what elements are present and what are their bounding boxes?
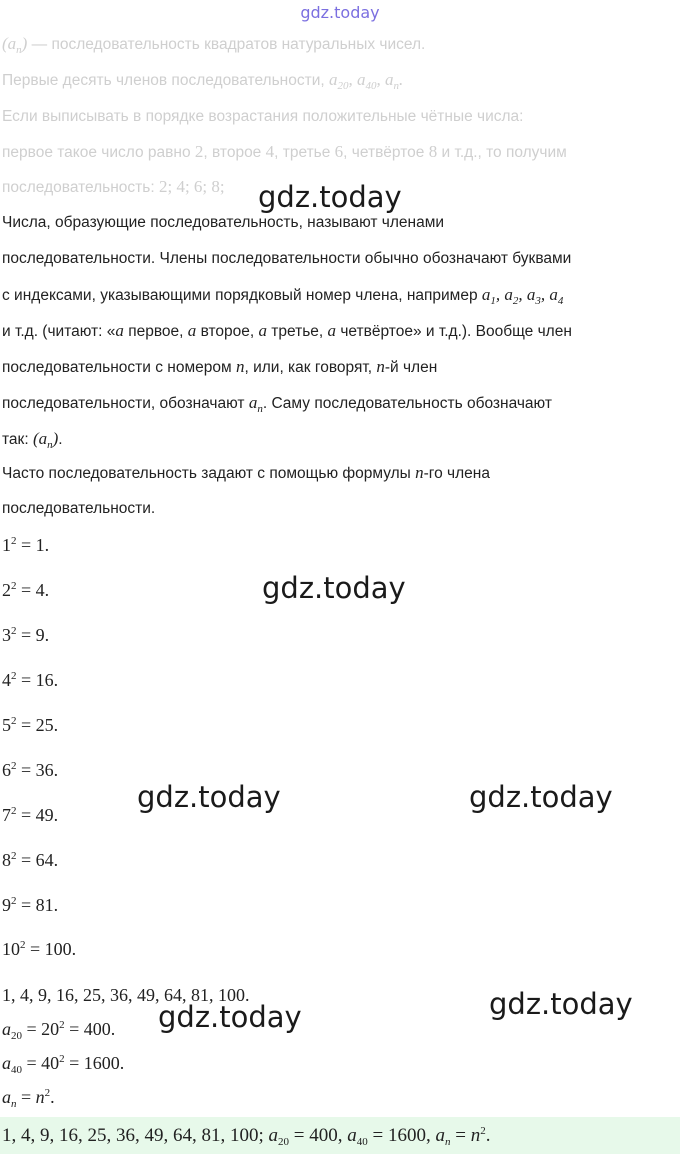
square-line-5: $5^2 = 25$. — [2, 715, 59, 735]
site-logo[interactable]: gdz.today — [300, 3, 380, 22]
a20-line: $a_{20} = 20^2 = 400$. — [2, 1019, 116, 1042]
square-line-7: $7^2 = 49$. — [2, 805, 59, 825]
square-line-1: $1^2 = 1$. — [2, 535, 50, 555]
watermark: gdz.today — [258, 180, 402, 214]
answer-box — [0, 1117, 680, 1154]
watermark: gdz.today — [469, 780, 613, 814]
square-line-8: $8^2 = 64$. — [2, 850, 59, 870]
watermark: gdz.today — [137, 780, 281, 814]
square-line-3: $3^2 = 9$. — [2, 625, 50, 645]
square-line-10: $10^2 = 100$. — [2, 939, 77, 959]
theory-line-5: последовательности с номером n, или, как говорят, n-й член — [2, 357, 438, 376]
faded-line-3: Если выписывать в порядке возрастания положительные чётные числа: — [2, 108, 524, 125]
faded-line-4: первое такое число равно 2, второе 4, третье 6, четвёртое 8 и т.д., то получим — [2, 142, 567, 161]
a40-line: $a_{40} = 40^2 = 1600$. — [2, 1053, 125, 1076]
square-line-4: $4^2 = 16$. — [2, 670, 59, 690]
theory-line-8: Часто последовательность задают с помощью формулы n-го члена — [2, 463, 490, 482]
theory-line-4: и т.д. (читают: «a первое, a второе, a третье, a четвёртое» и т.д.). Вообще член — [2, 321, 572, 340]
square-line-2: $2^2 = 4$. — [2, 580, 50, 600]
theory-line-3: с индексами, указывающими порядковый номер члена, например $a_1$, $a_2$, $a_3$, $a_4$ — [2, 285, 564, 307]
answer-text: 1, 4, 9, 16, 25, 36, 49, 64, 81, 100; $a_{20} = 400$, $a_{40} = 1600$, $a_n = n^2$. — [2, 1125, 491, 1148]
watermark: gdz.today — [489, 987, 633, 1021]
watermark: gdz.today — [158, 1000, 302, 1034]
faded-line-5: последовательность: 2; 4; 6; 8; — [2, 177, 225, 196]
faded-line-2: Первые десять членов последовательности, $a_{20}$, $a_{40}$, $a_n$. — [2, 70, 404, 92]
theory-line-1: Числа, образующие последовательность, называют членами — [2, 214, 445, 231]
square-line-6: $6^2 = 36$. — [2, 760, 59, 780]
theory-line-9: последовательности. — [2, 500, 156, 517]
an-line: $a_n = n^2$. — [2, 1087, 55, 1110]
theory-line-6: последовательности, обозначают $a_n$. Саму последовательность обозначают — [2, 393, 552, 415]
square-line-9: $9^2 = 81$. — [2, 895, 59, 915]
theory-line-7: так: $(a_n)$. — [2, 429, 63, 451]
sequence-line: 1, 4, 9, 16, 25, 36, 49, 64, 81, 100. — [2, 985, 250, 1005]
watermark: gdz.today — [262, 571, 406, 605]
faded-line-1: $(a_n)$ — последовательность квадратов натуральных чисел. — [2, 34, 426, 56]
theory-line-2: последовательности. Члены последовательности обычно обозначают буквами — [2, 250, 572, 267]
